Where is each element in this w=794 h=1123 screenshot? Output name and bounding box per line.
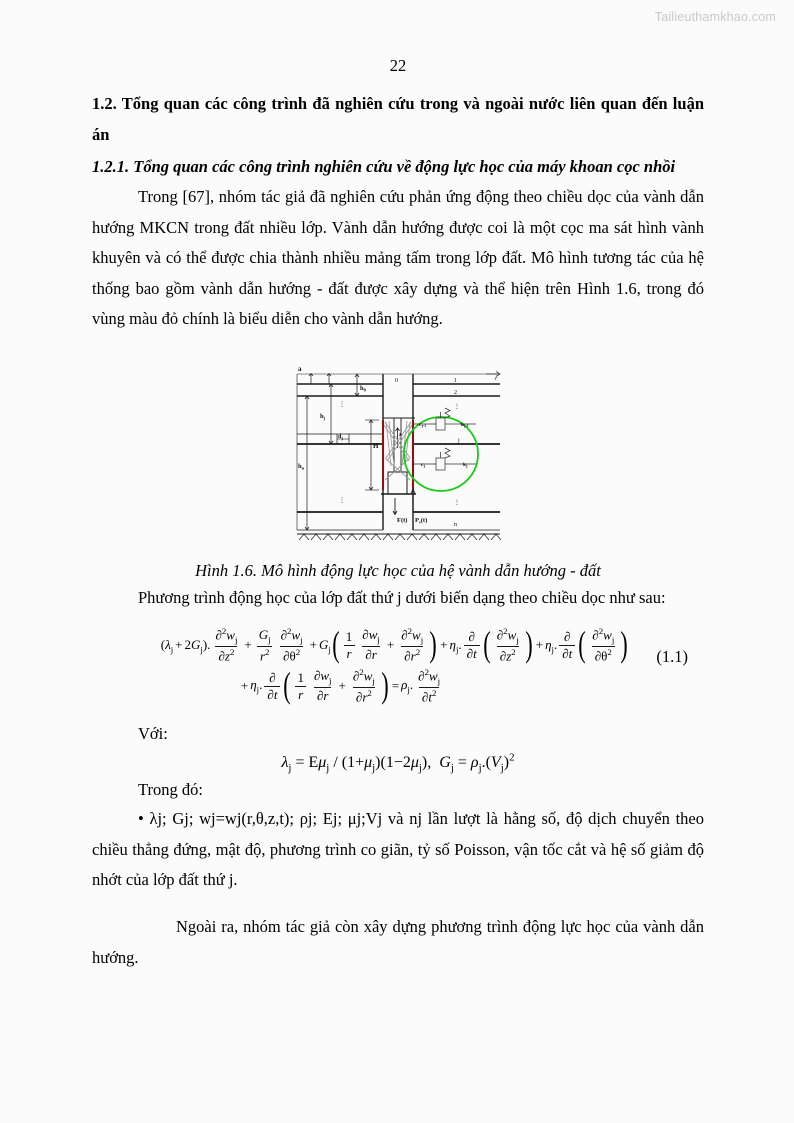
label-force: F(t) [396,517,407,524]
section-heading: 1.2. Tổng quan các công trình đã nghiên cứu trong và ngoài nước liên quan đến luận án [92,94,704,144]
label-damper-c-lower: $c_j$ [420,462,425,469]
page-number: 22 [389,56,407,75]
label-damper-c-upper: $c_{j-1}$ [418,422,426,429]
paragraph-intro: Trong [67], nhóm tác giả đã nghiên cứu phản ứng động theo chiều dọc của vành dẫn hướng MKCN trong đất nhiều lớp. Vành dẫn hướng được coi là một cọc ma sát hình vành khuyên và có thể được chia thành nhiều mảng tấm trong lớp đất. Mô hình tương tác của hệ thống bao gồm vành dẫn hướng - đất được xây dựng và thể hiện trên Hình 1.6, trong đó vùng màu đỏ chính là biểu diễn cho vành dẫn hướng. [92,187,704,328]
label-dots-right-bottom: ⋮ [453,500,460,506]
label-layer-n: n [453,522,457,528]
figure-1-6 [92,362,704,552]
label-r-axis: r [494,376,497,382]
equation-1-1-line-2: + $\eta_j$. $\frac{\partial}{\partial t}$ ( $\frac{1}{r}$ $\frac{\partial w_j}{\partial r}$ + $\frac{\partial^2w_j}{\partial r^2}$ ) = $\rho_j$. $\frac{\partial^2w_j}{\partial t^2}$ [240,665,441,706]
equation-1-1 [92,624,704,706]
label-hj: $h_j$ [319,413,325,421]
paragraph-trong-do: Trong đó: [138,780,203,799]
label-a: a [297,365,301,373]
label-layer-1: 1 [453,378,457,384]
label-dots-left-top: ⋮ [338,402,345,408]
figure-diagram [291,362,506,547]
watermark: Tailieuthamkhao.com [654,10,776,24]
label-H: H [372,442,378,450]
figure-caption: Hình 1.6. Mô hình động lực học của hệ vành dẫn hướng - đất [195,561,601,580]
paragraph-voi: Với: [138,724,168,743]
label-dots-left-bottom: ⋮ [338,498,345,504]
subsection-heading: 1.2.1. Tổng quan các công trình nghiên cứu về động lực học của máy khoan cọc nhồi [92,157,676,176]
paragraph-equation-intro: Phương trình động học của lớp đất thứ j dưới biến dạng theo chiều dọc như sau: [138,588,666,607]
paragraph-closing: Ngoài ra, nhóm tác giả còn xây dựng phương trình động lực học của vành dẫn hướng. [92,917,704,967]
label-layer-2: 2 [453,390,457,396]
label-reaction: $P_s(t)$ [414,517,427,525]
equation-number: (1.1) [656,647,688,666]
label-layer-0: 0 [394,378,398,384]
label-layer-j: j [457,438,460,444]
label-h0: $h_0$ [359,385,366,393]
label-z-axis: z [398,432,402,438]
label-spring-k-upper: $k_{j-1}$ [460,422,469,429]
equation-lambda-G: $\lambda_j = E\mu_j / (1+\mu_j)(1-2\mu_j)$, $G_j = \rho_j.(V_j)^2$ [281,752,515,775]
label-hn: $h_n$ [297,463,304,471]
label-dj: $d_j$ [337,434,343,441]
label-dots-right-top: ⋮ [453,404,460,410]
paragraph-bullet-definitions: • λj; Gj; wj=wj(r,θ,z,t); ρj; Ej; μj;Vj và nj lần lượt là hằng số, độ dịch chuyển theo chiều thẳng đứng, mật độ, phương trình co giãn, tỷ số Poisson, vận tốc cắt và hệ số giảm độ nhớt của lớp đất thứ j. [92,809,704,889]
equation-1-1-line-1: $(\lambda_j + 2G_j)$. $\frac{\partial^2w_j}{\partial z^2}$ + $\frac{G_j}{r^2}$ $\frac{\partial^2w_j}{\partial\theta^2}$ + $G_j$ ( $\frac{1}{r}$ $\frac{\partial w_j}{\partial r}$ + $\frac{\partial^2w_j}{\partial r^2}$ ) + $\eta_j$. $\frac{\partial}{\partial t}$ ( $\frac{\partial^2w_j}{\partial z^2}$ ) + $\eta_j$. $\frac{\partial}{\partial t}$ ( $\frac{\partial^2w_j}{\partial\theta^2}$ ) [160,624,628,665]
label-spring-k-lower: $k_j$ [462,462,467,469]
dynamic-model-diagram [291,362,506,547]
